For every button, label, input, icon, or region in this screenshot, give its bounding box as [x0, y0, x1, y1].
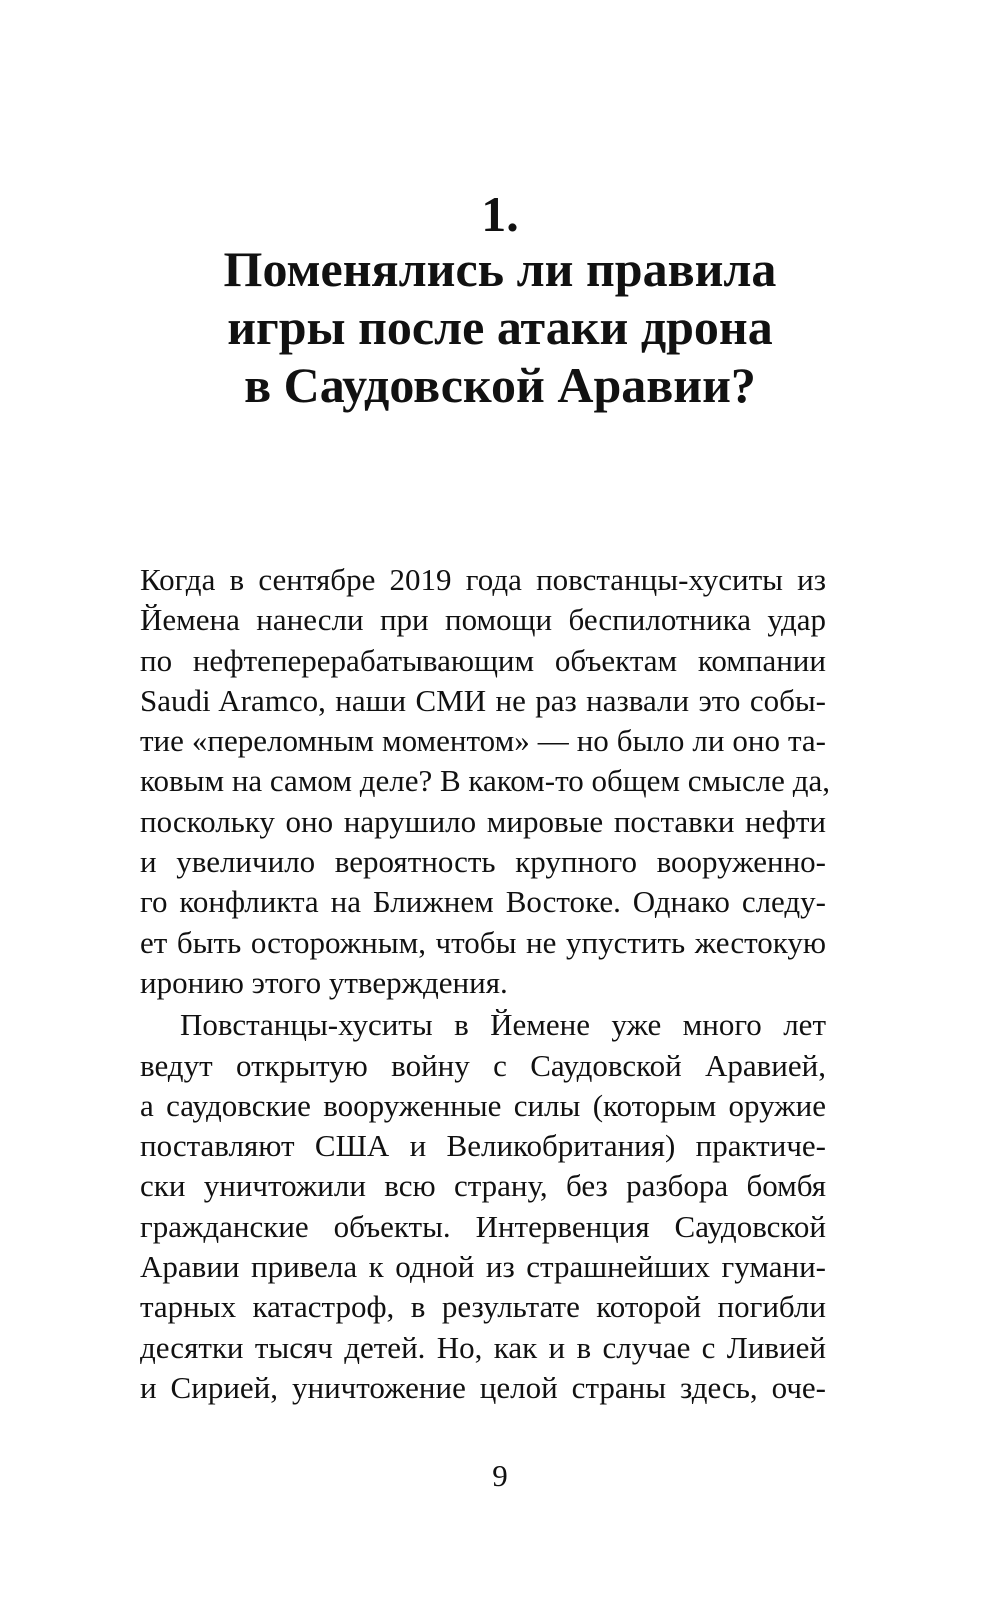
text-line: поставляют США и Великобритания) практиче-	[140, 1128, 826, 1164]
text-line: иронию этого утверждения.	[140, 964, 508, 1000]
chapter-title-line: игры после атаки дрона	[227, 299, 773, 355]
text-line: Когда в сентябре 2019 года повстанцы-хуситы из	[140, 562, 826, 597]
text-line: ски уничтожили всю страну, без разбора бомбя	[140, 1168, 826, 1204]
text-line: Saudi Aramco, наши СМИ не раз назвали это собы-	[140, 682, 826, 718]
text-line: поскольку оно нарушило мировые поставки нефти	[140, 803, 826, 839]
text-line: десятки тысяч детей. Но, как и в случае с Ливией	[140, 1329, 826, 1365]
text-line: Повстанцы-хуситы в Йемене уже много лет	[180, 1007, 826, 1043]
text-line: по нефтеперерабатывающим объектам компании	[140, 642, 826, 678]
chapter-title-line: в Саудовской Аравии?	[244, 357, 756, 413]
chapter-number: 1.	[481, 186, 519, 242]
body-text	[140, 560, 830, 1408]
text-line: гражданские объекты. Интервенция Саудовской	[140, 1208, 826, 1244]
text-line: Аравии привела к одной из страшнейших гумани-	[140, 1249, 826, 1285]
text-line: тие «переломным моментом» — но было ли оно та-	[140, 723, 826, 759]
text-line: тарных катастроф, в результате которой погибли	[140, 1289, 826, 1325]
text-line: ковым на самом деле? В каком-то общем смысле да,	[140, 763, 830, 799]
text-line: и Сирией, уничтожение целой страны здесь, оче-	[140, 1369, 826, 1405]
text-line: и увеличило вероятность крупного вооруженно-	[140, 844, 826, 880]
page-number: 9	[492, 1458, 508, 1493]
text-line: го конфликта на Ближнем Востоке. Однако следу-	[140, 884, 826, 920]
paragraph-1	[140, 560, 830, 1003]
text-line: а саудовские вооруженные силы (которым оружие	[140, 1087, 826, 1123]
chapter-title-line: Поменялись ли правила	[223, 241, 777, 297]
text-line: ведут открытую войну с Саудовской Аравией,	[140, 1047, 826, 1083]
text-line: ет быть осторожным, чтобы не упустить жестокую	[140, 924, 826, 960]
text-line: Йемена нанесли при помощи беспилотника удар	[140, 602, 826, 638]
chapter-title	[0, 240, 1000, 414]
paragraph-2	[140, 1005, 826, 1408]
